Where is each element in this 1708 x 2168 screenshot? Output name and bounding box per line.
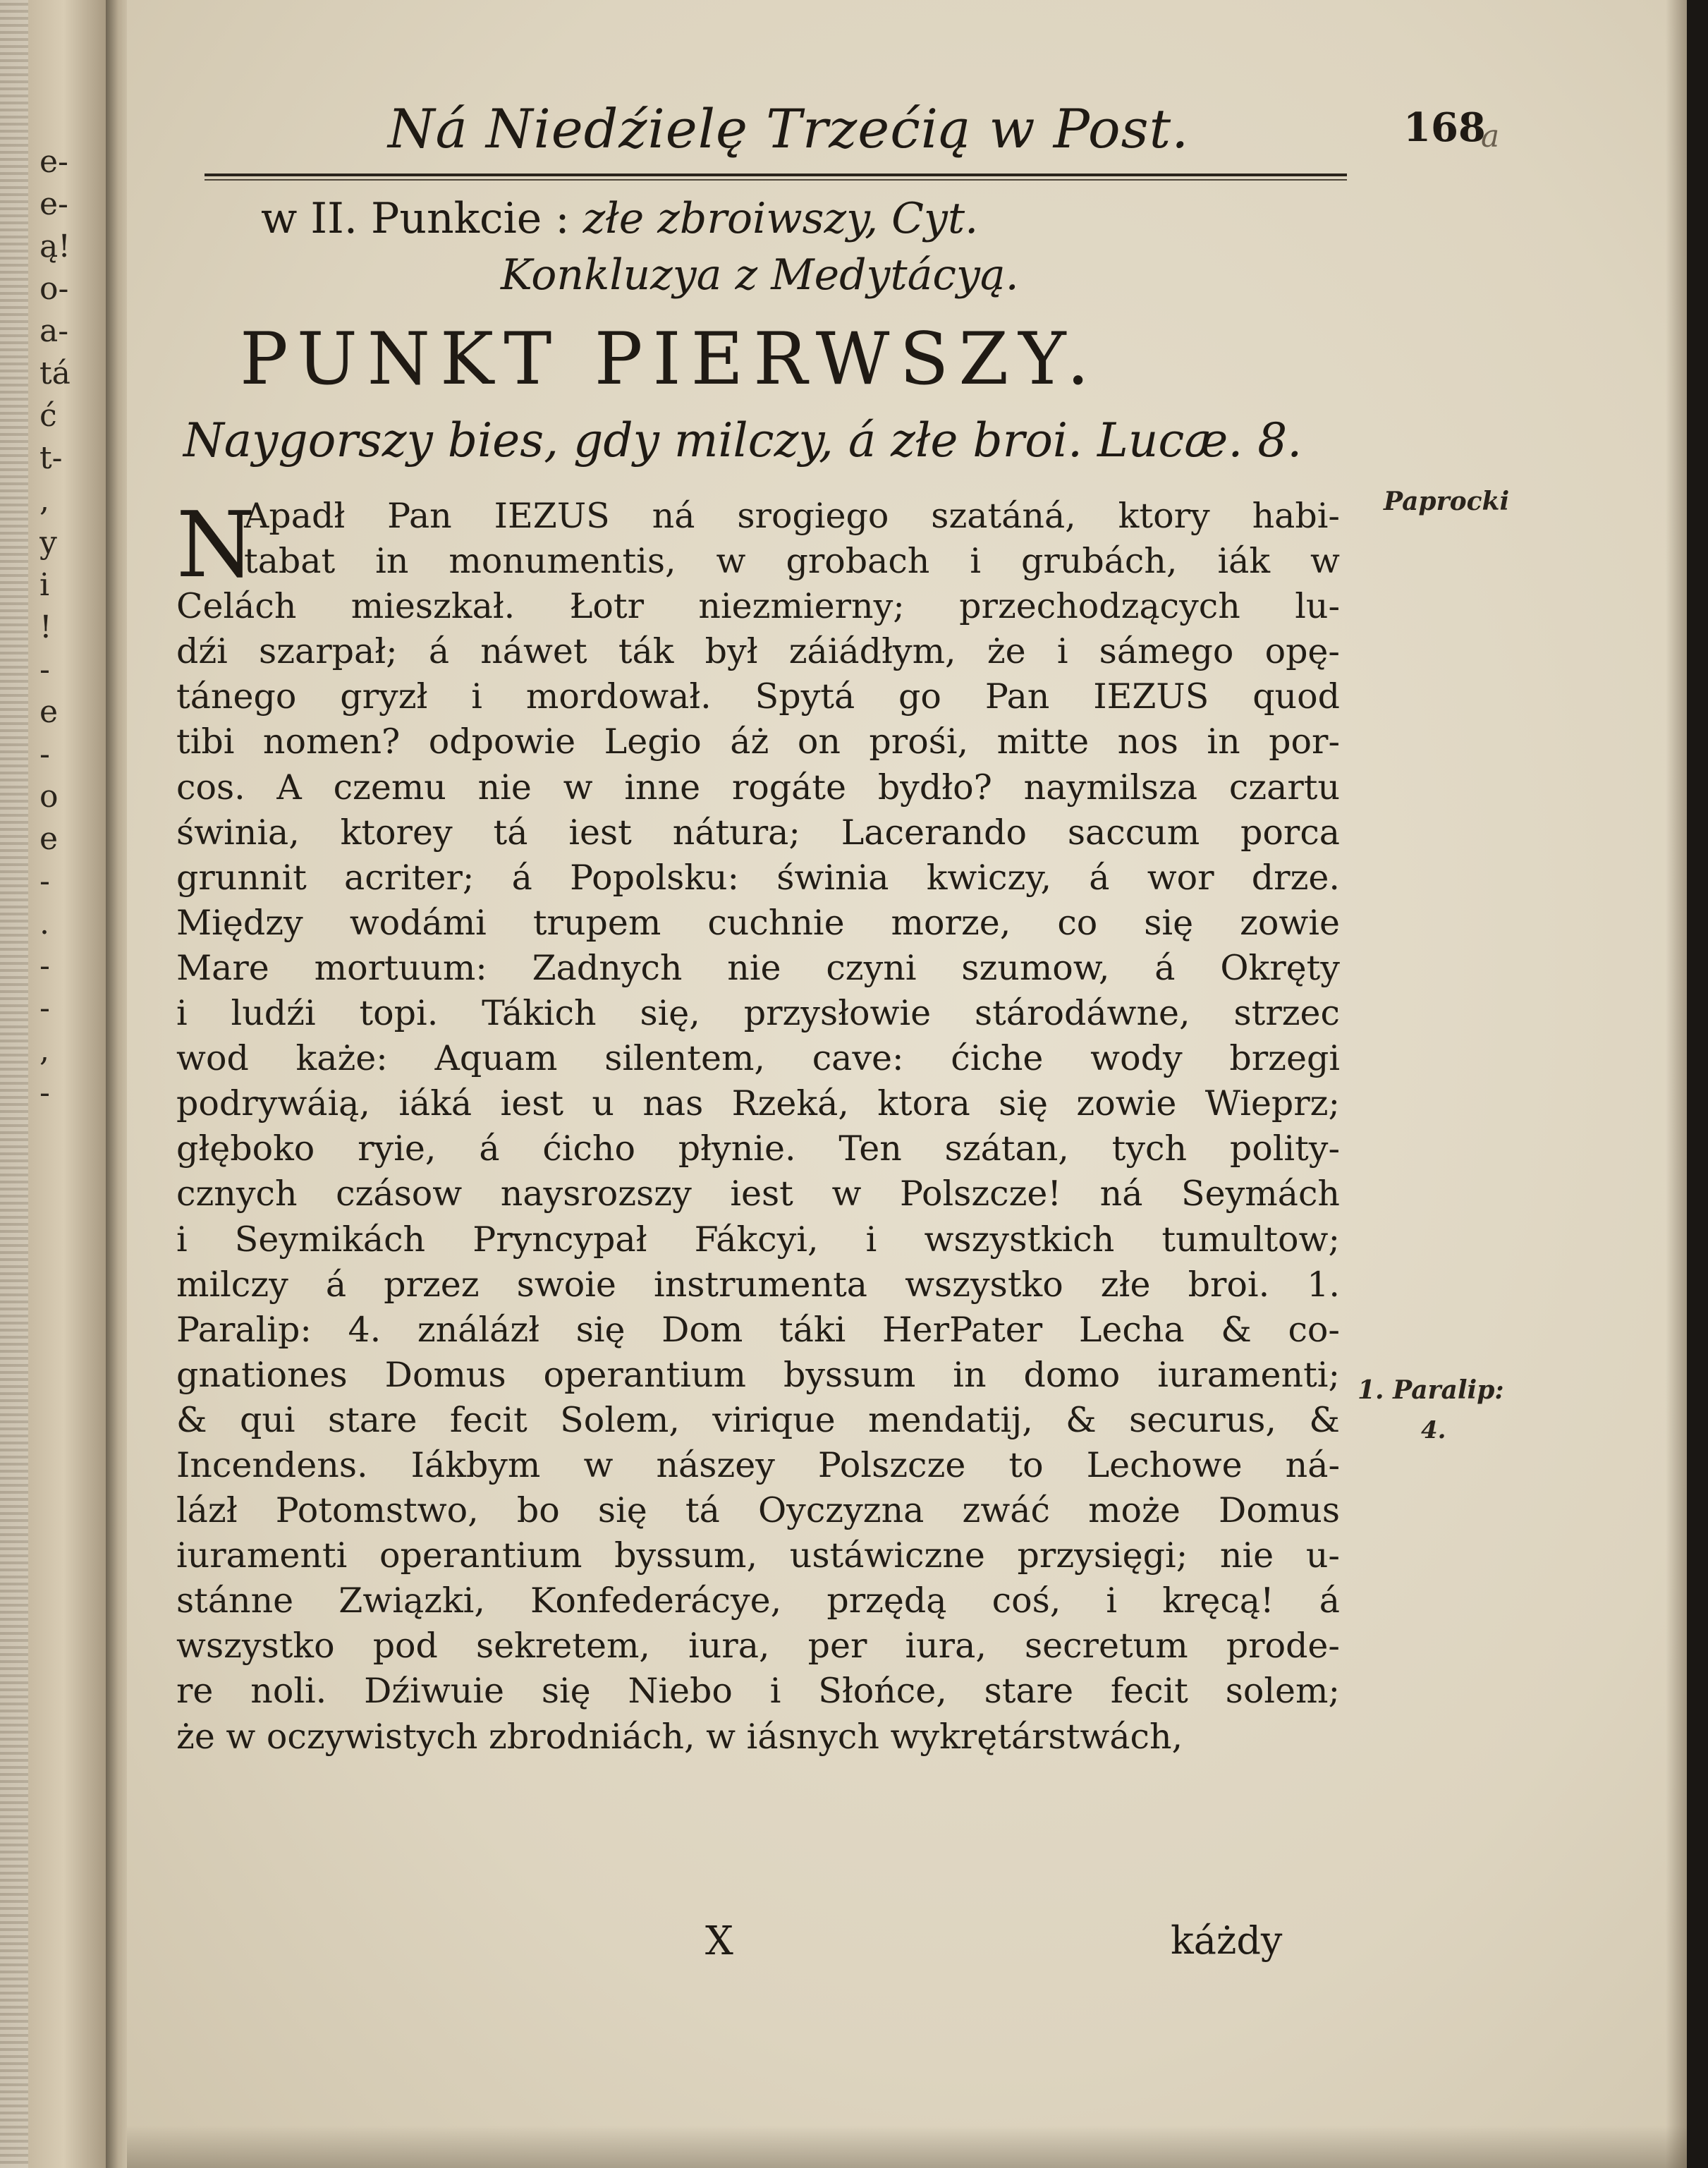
- fragment: y: [39, 525, 57, 561]
- text-line: tabat in monumentis, w grobach i grubách, iák w: [244, 541, 1340, 582]
- text-line: głęboko ryie, á ćicho płynie. Ten szátan, tych polity-: [176, 1128, 1340, 1169]
- signature-mark: X: [705, 1918, 733, 1964]
- fragment: t-: [39, 440, 63, 476]
- page-number: 168: [1403, 104, 1486, 151]
- text-line: iuramenti operantium byssum, ustáwiczne przysięgi; nie u-: [176, 1535, 1340, 1576]
- fragment: .: [39, 906, 49, 942]
- text-line: Mare mortuum: Zadnych nie czyni szumow, á Okręty: [176, 947, 1340, 988]
- text-line: grunnit acriter; á Popolsku: świnia kwiczy, á wor drze.: [176, 857, 1340, 898]
- page-bottom-shadow: [127, 2126, 1687, 2168]
- fragment: ,: [39, 1033, 49, 1068]
- catchword: káżdy: [1171, 1918, 1283, 1963]
- header-rule: [205, 173, 1347, 176]
- text-line: Apadł Pan IEZUS ná srogiego szatáná, ktory habi-: [244, 496, 1340, 536]
- fragment: -: [39, 863, 50, 899]
- fragment: !: [39, 609, 52, 645]
- fragment: ć: [39, 398, 57, 434]
- folio-annotation: a: [1481, 118, 1500, 154]
- chapter-summary: [233, 190, 1361, 303]
- text-line: re noli. Dźiwuie się Niebo i Słońce, stare fecit solem;: [176, 1671, 1340, 1712]
- fragment: -: [39, 652, 50, 688]
- fragment: -: [39, 990, 50, 1026]
- margin-note-paralip: 1. Paralip:: [1358, 1375, 1504, 1405]
- fragment: ą!: [39, 229, 71, 264]
- margin-note-chapter: 4.: [1421, 1416, 1446, 1444]
- header-rule-thin: [205, 179, 1347, 181]
- fragment: -: [39, 1075, 50, 1111]
- text-line: Incendens. Iákbym w nászey Polszcze to Lechowe ná-: [176, 1444, 1340, 1485]
- fragment: a-: [39, 313, 69, 349]
- text-line: lázł Potomstwo, bo się tá Oyczyzna zwáć może Domus: [176, 1490, 1340, 1531]
- fragment: o-: [39, 271, 69, 307]
- book-page: [127, 0, 1687, 2168]
- fragment: -: [39, 736, 50, 772]
- text-line: wszystko pod sekretem, iura, per iura, secretum prode-: [176, 1626, 1340, 1667]
- text-line: Między wodámi trupem cuchnie morze, co się zowie: [176, 902, 1340, 943]
- text-line: cos. A czemu nie w inne rogáte bydło? naymilsza czartu: [176, 767, 1340, 808]
- facing-page-fragments: [39, 141, 103, 1114]
- section-title: PUNKT PIERWSZY.: [240, 317, 1099, 401]
- fragment: ,: [39, 482, 49, 518]
- text-line: stánne Związki, Konfederácye, przędą coś, i kręcą! á: [176, 1581, 1340, 1621]
- summary-prefix: w II. Punkcie :: [261, 194, 570, 243]
- text-line: & qui stare fecit Solem, virique mendatij, & securus, &: [176, 1399, 1340, 1440]
- fragment: tá: [39, 355, 71, 391]
- margin-note-paprocki: Paprocki: [1384, 487, 1510, 516]
- summary-line-1: [261, 190, 1361, 247]
- text-line: tibi nomen? odpowie Legio áż on prośi, mitte nos in por-: [176, 721, 1340, 762]
- summary-line-2: Konkluzya z Medytácyą.: [501, 250, 1019, 300]
- text-line: świnia, ktorey tá iest nátura; Lacerando saccum porca: [176, 812, 1340, 853]
- fragment: i: [39, 567, 50, 603]
- page-stack-edge: [0, 0, 28, 2168]
- running-title: Ná Niedźielę Trzećią w Post.: [388, 97, 1190, 160]
- text-line: wod każe: Aquam silentem, cave: ćiche wody brzegi: [176, 1038, 1340, 1079]
- fragment: e-: [39, 186, 68, 222]
- text-line: gnationes Domus operantium byssum in domo iuramenti;: [176, 1354, 1340, 1395]
- text-line: dźi szarpał; á náwet ták był záiádłym, że i sámego opę-: [176, 631, 1340, 672]
- fragment: e: [39, 694, 59, 730]
- text-line: Celách mieszkał. Łotr niezmierny; przechodzących lu-: [176, 586, 1340, 627]
- fragment: o: [39, 779, 59, 815]
- text-line: tánego gryzł i mordował. Spytá go Pan IEZUS quod: [176, 676, 1340, 717]
- facing-page-edge: [0, 0, 106, 2168]
- section-subtitle: Naygorszy bies, gdy milczy, á złe broi. Lucæ. 8.: [183, 413, 1303, 468]
- text-line: Paralip: 4. ználázł się Dom táki HerPater Lecha & co-: [176, 1309, 1340, 1350]
- summary-italic: złe zbroiwszy, Cyt.: [582, 194, 979, 243]
- text-line: że w oczywistych zbrodniách, w iásnych wykrętárstwách,: [176, 1716, 1183, 1757]
- fragment: e-: [39, 144, 68, 180]
- text-line: milczy á przez swoie instrumenta wszystko złe broi. 1.: [176, 1264, 1340, 1305]
- body-text: [176, 494, 1340, 1760]
- page-edge-shadow: [1666, 0, 1687, 2168]
- text-line: i Seymikách Pryncypał Fákcyi, i wszystkich tumultow;: [176, 1219, 1340, 1260]
- text-line: podrywáią, iáká iest u nas Rzeká, ktora się zowie Wieprz;: [176, 1083, 1340, 1124]
- fragment: -: [39, 948, 50, 984]
- drop-capital: N: [176, 493, 255, 598]
- fragment: e: [39, 821, 59, 857]
- text-line: i ludźi topi. Tákich się, przysłowie stárodáwne, strzec: [176, 993, 1340, 1034]
- text-line: cznych czásow naysrozszy iest w Polszcze! ná Seymách: [176, 1174, 1340, 1214]
